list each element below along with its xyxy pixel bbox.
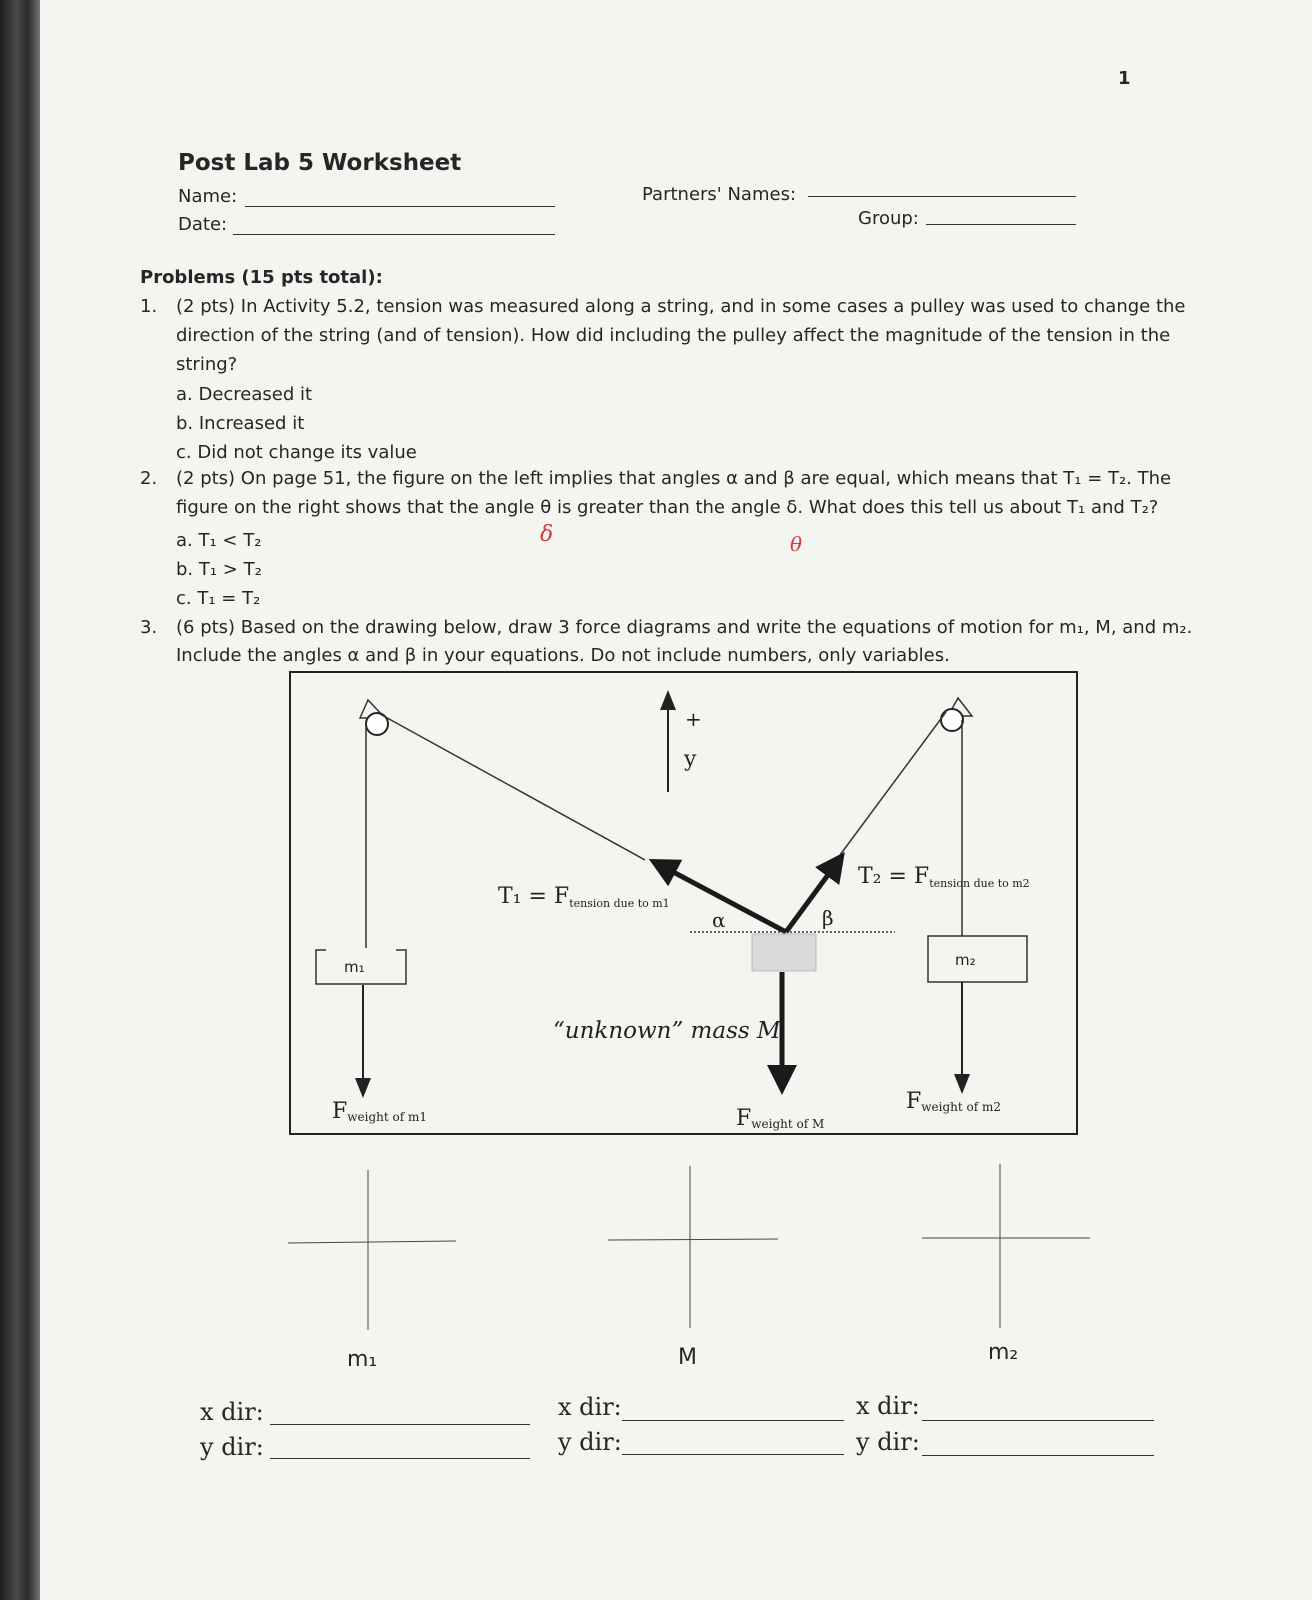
- x-dir-label-m1: x dir:: [200, 1398, 264, 1426]
- right-string-diagonal: [840, 712, 946, 855]
- q3-text-line2: Include the angles α and β in your equations. Do not include numbers, only variables.: [176, 645, 950, 666]
- q1-text-line2: direction of the string (and of tension). How did including the pulley affect the magnitude of the tension in the: [176, 325, 1171, 346]
- q2-text-line2: figure on the right shows that the angle θ is greater than the angle δ. What does this tell us about T₁ and T₂?: [176, 497, 1159, 518]
- q2-text-line1: (2 pts) On page 51, the figure on the left implies that angles α and β are equal, which means that T₁ = T₂. The: [176, 468, 1172, 489]
- handwritten-theta: θ: [790, 532, 803, 556]
- date-label: Date:: [178, 214, 228, 235]
- beta-label: β: [822, 906, 834, 930]
- x-dir-line-M: [622, 1420, 844, 1421]
- q1-option-b: b. Increased it: [176, 413, 305, 434]
- q1-text-line3: string?: [176, 354, 238, 375]
- q2-number: 2.: [140, 468, 158, 489]
- handwritten-delta: δ: [540, 522, 554, 547]
- y-label: y: [684, 747, 697, 772]
- q3-text-line1: (6 pts) Based on the drawing below, draw 3 force diagrams and write the equations of motion for m₁, M, and m₂.: [176, 617, 1193, 638]
- y-dir-label-m2: y dir:: [856, 1428, 920, 1456]
- page-title: Post Lab 5 Worksheet: [178, 150, 462, 176]
- y-dir-line-m2: [922, 1455, 1154, 1456]
- page-number: 1: [1118, 68, 1131, 89]
- mass-m-block: [752, 934, 816, 971]
- left-string-diagonal: [380, 714, 645, 860]
- axes-M-horizontal: [608, 1239, 778, 1240]
- name-label: Name:: [178, 186, 238, 207]
- y-dir-line-m1: [270, 1458, 530, 1459]
- x-dir-line-m2: [922, 1420, 1154, 1421]
- axes-label-m1: m₁: [347, 1347, 378, 1372]
- y-dir-line-M: [622, 1454, 844, 1455]
- m2-box: [928, 936, 1027, 982]
- t2-label: T₂ = Ftension due to m2: [858, 864, 1030, 890]
- q1-text-line1: (2 pts) In Activity 5.2, tension was measured along a string, and in some cases a pulley was used to change the: [176, 296, 1186, 317]
- q2-option-a: a. T₁ < T₂: [176, 530, 262, 551]
- y-dir-label-M: y dir:: [558, 1428, 622, 1456]
- q2-option-c: c. T₁ = T₂: [176, 588, 261, 609]
- m2-box-label: m₂: [955, 951, 976, 969]
- t1-label: T₁ = Ftension due to m1: [498, 884, 670, 910]
- fweight-m1-label: Fweight of m1: [332, 1099, 428, 1124]
- q1-number: 1.: [140, 296, 158, 317]
- q2-option-b: b. T₁ > T₂: [176, 559, 262, 580]
- group-label: Group:: [858, 208, 919, 229]
- q1-option-c: c. Did not change its value: [176, 442, 417, 463]
- fweight-m-label: Fweight of M: [736, 1106, 825, 1131]
- problems-heading: Problems (15 pts total):: [140, 267, 383, 288]
- unknown-mass-label: “unknown” mass M: [553, 1018, 781, 1044]
- x-dir-label-M: x dir:: [558, 1393, 622, 1421]
- m1-box-label: m₁: [344, 958, 365, 976]
- q3-number: 3.: [140, 617, 158, 638]
- x-dir-label-m2: x dir:: [856, 1392, 920, 1420]
- axes-label-m2: m₂: [988, 1340, 1019, 1365]
- partners-label: Partners' Names:: [642, 184, 797, 205]
- right-pulley: [941, 709, 963, 731]
- diagram-frame: [290, 672, 1077, 1134]
- axes-label-M: M: [678, 1345, 697, 1370]
- x-dir-line-m1: [270, 1424, 530, 1425]
- fweight-m2-label: Fweight of m2: [906, 1089, 1002, 1114]
- q1-option-a: a. Decreased it: [176, 384, 313, 405]
- alpha-label: α: [712, 908, 726, 932]
- axes-m1-horizontal: [288, 1241, 456, 1243]
- plus-sign: +: [685, 707, 702, 731]
- y-dir-label-m1: y dir:: [200, 1433, 264, 1461]
